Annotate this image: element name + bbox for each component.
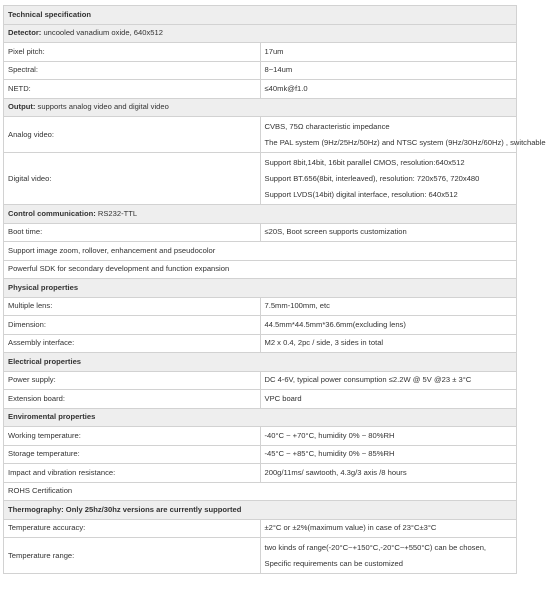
- section-header-row: [4, 98, 517, 117]
- spec-label: Working temperature:: [4, 427, 261, 446]
- section-header-cell: [4, 408, 517, 427]
- spec-full-row: [4, 260, 517, 279]
- spec-value-line: CVBS, 75Ω characteristic impedance: [264, 121, 390, 131]
- spec-row: [4, 43, 517, 62]
- spec-row: [4, 371, 517, 390]
- spec-row: [4, 334, 517, 353]
- spec-value: 8~14um: [260, 61, 517, 80]
- spec-row: [4, 538, 517, 574]
- spec-value-line: Specific requirements can be customized: [264, 558, 403, 568]
- spec-full-text: Support image zoom, rollover, enhancement and pseudocolor: [4, 242, 517, 261]
- spec-full-row: [4, 242, 517, 261]
- spec-value-cell: [260, 538, 517, 574]
- spec-row: [4, 427, 517, 446]
- section-header-cell: [4, 353, 517, 372]
- section-header-cell: [4, 98, 517, 117]
- spec-label: Extension board:: [4, 390, 261, 409]
- spec-value: 17um: [260, 43, 517, 62]
- spec-full-row: [4, 482, 517, 501]
- spec-label: Storage temperature:: [4, 445, 261, 464]
- section-header-row: [4, 353, 517, 372]
- section-header-label: Physical properties: [8, 282, 79, 292]
- spec-full-text: ROHS Certification: [4, 482, 517, 501]
- table-title-cell: [4, 6, 517, 25]
- spec-value-line: Support BT.656(8bit, interleaved), resolution: 720x576, 720x480: [264, 173, 480, 183]
- section-header-label: Thermography: Only 25hz/30hz versions are currently supported: [8, 504, 242, 514]
- section-header-label: Output:: [8, 102, 36, 112]
- spec-value: -40°C ~ +70°C, humidity 0% ~ 80%RH: [260, 427, 517, 446]
- spec-value-line: The PAL system (9Hz/25Hz/50Hz) and NTSC system (9Hz/30Hz/60Hz) , switchable: [264, 137, 546, 147]
- section-header-value: RS232-TTL: [95, 208, 138, 218]
- spec-label: Pixel pitch:: [4, 43, 261, 62]
- spec-value: ±2°C or ±2%(maximum value) in case of 23°C±3°C: [260, 519, 517, 538]
- spec-value: -45°C ~ +85°C, humidity 0% ~ 85%RH: [260, 445, 517, 464]
- section-header-value: uncooled vanadium oxide, 640x512: [41, 28, 163, 38]
- spec-label: Temperature accuracy:: [4, 519, 261, 538]
- spec-value: DC 4-6V, typical power consumption ≤2.2W @ 5V @23 ± 3°C: [260, 371, 517, 390]
- spec-label: Impact and vibration resistance:: [4, 464, 261, 483]
- spec-value: 44.5mm*44.5mm*36.6mm(excluding lens): [260, 316, 517, 335]
- section-header-value: supports analog video and digital video: [35, 102, 169, 112]
- section-header-row: [4, 408, 517, 427]
- section-header-cell: [4, 24, 517, 43]
- spec-label: Digital video:: [4, 153, 261, 205]
- spec-label: Multiple lens:: [4, 297, 261, 316]
- section-header-label: Detector:: [8, 28, 42, 38]
- section-header-row: [4, 501, 517, 520]
- spec-value: ≤20S, Boot screen supports customization: [260, 223, 517, 242]
- spec-row: [4, 117, 517, 153]
- spec-label: Temperature range:: [4, 538, 261, 574]
- spec-value: ≤40mk@f1.0: [260, 80, 517, 99]
- section-header-row: [4, 279, 517, 298]
- spec-value-cell: [260, 117, 546, 153]
- spec-value-line: two kinds of range(-20°C~+150°C,-20°C~+550°C) can be chosen,: [264, 542, 487, 552]
- spec-label: Dimension:: [4, 316, 261, 335]
- spec-table: [3, 5, 546, 574]
- spec-row: [4, 153, 517, 205]
- section-header-cell: [4, 279, 517, 298]
- spec-full-text: Powerful SDK for secondary development and function expansion: [4, 260, 517, 279]
- spec-value-line: Support LVDS(14bit) digital interface, resolution: 640x512: [264, 189, 458, 199]
- spec-label: NETD:: [4, 80, 261, 99]
- section-header-label: Electrical properties: [8, 356, 82, 366]
- spec-label: Analog video:: [4, 117, 261, 153]
- spec-value: 200g/11ms/ sawtooth, 4.3g/3 axis /8 hours: [260, 464, 517, 483]
- section-header-row: [4, 24, 517, 43]
- section-header-cell: [4, 205, 517, 224]
- section-header-label: Enviromental properties: [8, 412, 96, 422]
- spec-value: M2 x 0.4, 2pc / side, 3 sides in total: [260, 334, 517, 353]
- spec-row: [4, 519, 517, 538]
- spec-row: [4, 80, 517, 99]
- section-header-row: [4, 205, 517, 224]
- spec-row: [4, 61, 517, 80]
- table-title-row: [4, 6, 517, 25]
- spec-row: [4, 223, 517, 242]
- spec-value: VPC board: [260, 390, 517, 409]
- table-title: Technical specification: [8, 9, 91, 19]
- spec-label: Spectral:: [4, 61, 261, 80]
- spec-row: [4, 390, 517, 409]
- spec-value-cell: [260, 153, 517, 205]
- spec-table-body: [4, 6, 546, 574]
- spec-row: [4, 297, 517, 316]
- spec-row: [4, 445, 517, 464]
- spec-value: 7.5mm-100mm, etc: [260, 297, 517, 316]
- spec-row: [4, 464, 517, 483]
- section-header-cell: [4, 501, 517, 520]
- spec-label: Boot time:: [4, 223, 261, 242]
- spec-row: [4, 316, 517, 335]
- spec-label: Assembly interface:: [4, 334, 261, 353]
- spec-value-line: Support 8bit,14bit, 16bit parallel CMOS, resolution:640x512: [264, 157, 465, 167]
- section-header-label: Control communication:: [8, 208, 96, 218]
- spec-label: Power supply:: [4, 371, 261, 390]
